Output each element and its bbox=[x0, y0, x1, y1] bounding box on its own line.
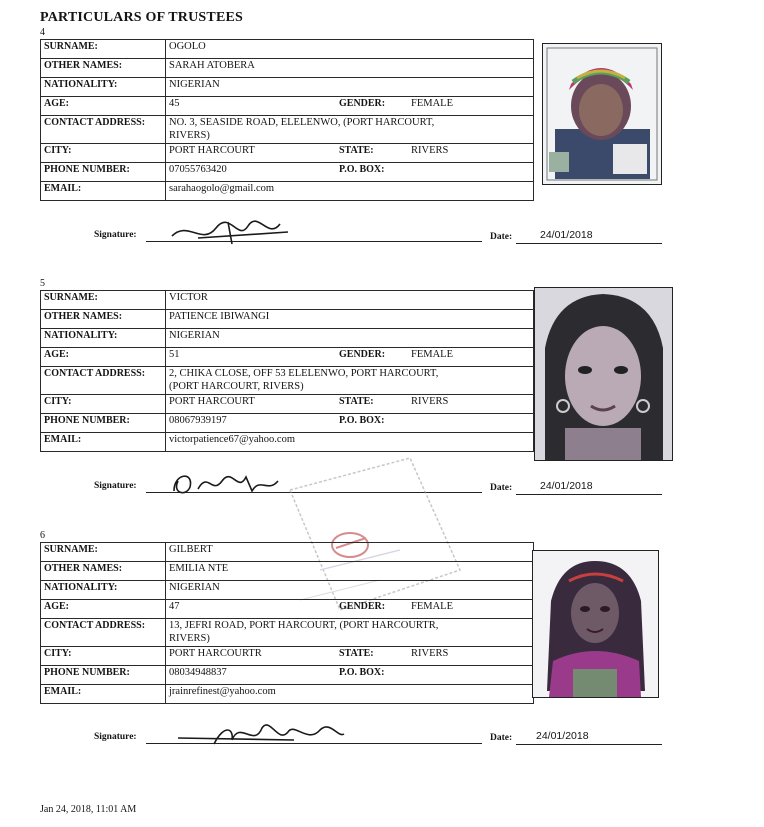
city-label: CITY: bbox=[41, 144, 166, 163]
po-box-value bbox=[407, 164, 530, 177]
state-value: RIVERS bbox=[411, 396, 449, 408]
page-title: PARTICULARS OF TRUSTEES bbox=[40, 10, 244, 25]
age-label: AGE: bbox=[41, 348, 166, 367]
other-names-value: EMILIA NTE bbox=[166, 562, 534, 581]
phone-value: 08067939197 bbox=[169, 415, 227, 427]
trustee-table bbox=[40, 290, 534, 452]
date-label: Date: bbox=[490, 733, 513, 743]
address-label: CONTACT ADDRESS: bbox=[41, 367, 166, 395]
signature-label: Signature: bbox=[94, 481, 137, 491]
other-names-label: OTHER NAMES: bbox=[41, 562, 166, 581]
po-box-value bbox=[407, 667, 530, 680]
date-value: 24/01/2018 bbox=[536, 730, 589, 742]
nationality-value: NIGERIAN bbox=[166, 329, 534, 348]
city-label: CITY: bbox=[41, 395, 166, 414]
trustee-number: 6 bbox=[40, 530, 45, 541]
signature-mark bbox=[174, 714, 354, 754]
email-label: EMAIL: bbox=[41, 685, 166, 704]
address-line-2: (PORT HARCOURT, RIVERS) bbox=[169, 380, 304, 392]
po-box-label: P.O. BOX: bbox=[339, 164, 385, 176]
nationality-label: NATIONALITY: bbox=[41, 581, 166, 600]
nationality-label: NATIONALITY: bbox=[41, 329, 166, 348]
other-names-label: OTHER NAMES: bbox=[41, 59, 166, 78]
date-value: 24/01/2018 bbox=[540, 229, 593, 241]
date-label: Date: bbox=[490, 232, 513, 242]
phone-value: 08034948837 bbox=[169, 667, 227, 679]
phone-label: PHONE NUMBER: bbox=[41, 666, 166, 685]
address-line-2: RIVERS) bbox=[169, 632, 210, 644]
date-value: 24/01/2018 bbox=[540, 480, 593, 492]
address-label: CONTACT ADDRESS: bbox=[41, 619, 166, 647]
signature-label: Signature: bbox=[94, 732, 137, 742]
signature-label: Signature: bbox=[94, 230, 137, 240]
phone-value: 07055763420 bbox=[169, 164, 227, 176]
surname-value: VICTOR bbox=[166, 291, 534, 310]
surname-label: SURNAME: bbox=[41, 40, 166, 59]
surname-value: OGOLO bbox=[166, 40, 534, 59]
po-box-label: P.O. BOX: bbox=[339, 415, 385, 427]
passport-photo bbox=[532, 550, 659, 698]
date-label: Date: bbox=[490, 483, 513, 493]
trustee-number: 5 bbox=[40, 278, 45, 289]
city-value: PORT HARCOURTR bbox=[169, 648, 262, 660]
age-value: 51 bbox=[169, 349, 180, 360]
age-value: 47 bbox=[169, 601, 180, 612]
city-value: PORT HARCOURT bbox=[169, 145, 255, 157]
state-label: STATE: bbox=[339, 648, 374, 660]
nationality-value: NIGERIAN bbox=[166, 581, 534, 600]
address-line-1: 2, CHIKA CLOSE, OFF 53 ELELENWO, PORT HARCOURT, bbox=[169, 368, 439, 379]
age-label: AGE: bbox=[41, 97, 166, 116]
email-value: jrainrefinest@yahoo.com bbox=[166, 685, 534, 704]
other-names-value: PATIENCE IBIWANGI bbox=[166, 310, 534, 329]
po-box-label: P.O. BOX: bbox=[339, 667, 385, 679]
signature-field bbox=[94, 732, 434, 748]
age-label: AGE: bbox=[41, 600, 166, 619]
trustee-table bbox=[40, 39, 534, 201]
gender-label: GENDER: bbox=[339, 349, 386, 360]
signature-mark bbox=[168, 218, 298, 248]
gender-value: FEMALE bbox=[411, 349, 453, 360]
gender-label: GENDER: bbox=[339, 98, 386, 109]
email-label: EMAIL: bbox=[41, 182, 166, 201]
email-value: victorpatience67@yahoo.com bbox=[166, 433, 534, 452]
state-value: RIVERS bbox=[411, 648, 449, 660]
city-value: PORT HARCOURT bbox=[169, 396, 255, 408]
phone-label: PHONE NUMBER: bbox=[41, 414, 166, 433]
state-value: RIVERS bbox=[411, 145, 449, 157]
signature-field bbox=[94, 230, 434, 246]
address-line-2: RIVERS) bbox=[169, 129, 210, 141]
gender-label: GENDER: bbox=[339, 601, 386, 612]
age-value: 45 bbox=[169, 98, 180, 109]
email-value: sarahaogolo@gmail.com bbox=[166, 182, 534, 201]
phone-label: PHONE NUMBER: bbox=[41, 163, 166, 182]
address-line-1: NO. 3, SEASIDE ROAD, ELELENWO, (PORT HARCOURT, bbox=[169, 117, 435, 128]
passport-photo bbox=[534, 287, 673, 461]
po-box-value bbox=[407, 415, 530, 428]
surname-value: GILBERT bbox=[166, 543, 534, 562]
state-label: STATE: bbox=[339, 145, 374, 157]
passport-photo bbox=[542, 43, 662, 185]
print-timestamp: Jan 24, 2018, 11:01 AM bbox=[40, 804, 137, 815]
other-names-value: SARAH ATOBERA bbox=[166, 59, 534, 78]
nationality-value: NIGERIAN bbox=[166, 78, 534, 97]
email-label: EMAIL: bbox=[41, 433, 166, 452]
address-line-1: 13, JEFRI ROAD, PORT HARCOURT, (PORT HARCOURTR, bbox=[169, 620, 439, 631]
nationality-label: NATIONALITY: bbox=[41, 78, 166, 97]
city-label: CITY: bbox=[41, 647, 166, 666]
gender-value: FEMALE bbox=[411, 98, 453, 109]
gender-value: FEMALE bbox=[411, 601, 453, 612]
surname-label: SURNAME: bbox=[41, 291, 166, 310]
other-names-label: OTHER NAMES: bbox=[41, 310, 166, 329]
surname-label: SURNAME: bbox=[41, 543, 166, 562]
address-label: CONTACT ADDRESS: bbox=[41, 116, 166, 144]
state-label: STATE: bbox=[339, 396, 374, 408]
trustee-number: 4 bbox=[40, 27, 45, 38]
trustee-table bbox=[40, 542, 534, 704]
